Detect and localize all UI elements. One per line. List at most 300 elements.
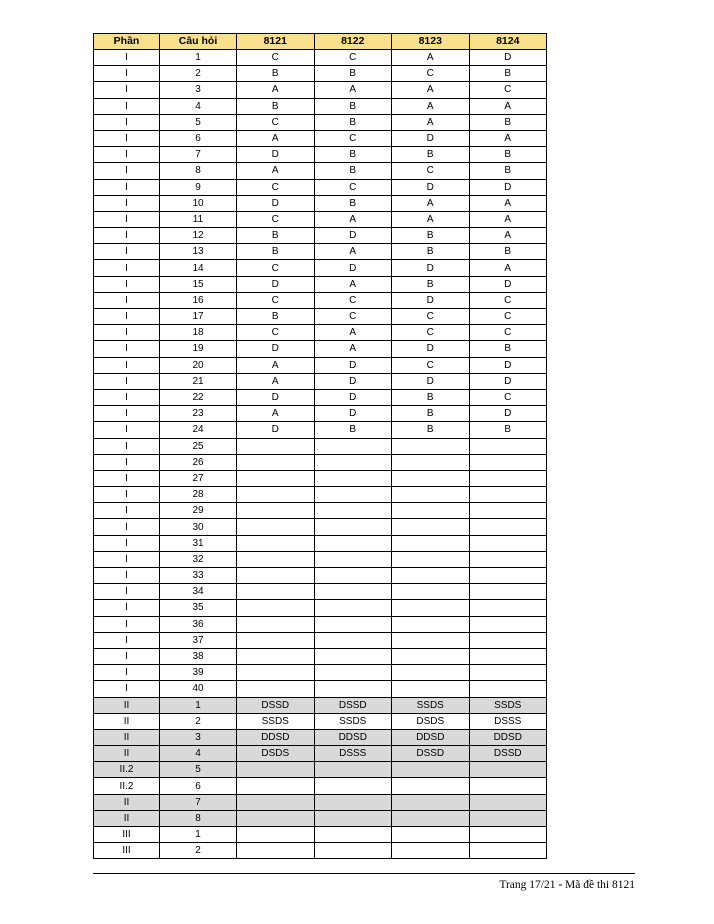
cell-answer: [469, 584, 547, 600]
cell-question: 2: [160, 66, 237, 82]
cell-answer: A: [237, 163, 315, 179]
cell-answer: A: [392, 114, 470, 130]
cell-question: 35: [160, 600, 237, 616]
cell-answer: [469, 810, 547, 826]
cell-answer: B: [392, 147, 470, 163]
cell-answer: A: [392, 195, 470, 211]
cell-answer: D: [469, 406, 547, 422]
cell-answer: A: [392, 98, 470, 114]
cell-answer: B: [314, 163, 392, 179]
cell-answer: C: [392, 357, 470, 373]
cell-answer: [314, 810, 392, 826]
cell-answer: [392, 810, 470, 826]
header-code-4: 8124: [469, 34, 547, 50]
cell-part: I: [94, 147, 160, 163]
header-part: Phần: [94, 34, 160, 50]
cell-part: I: [94, 535, 160, 551]
cell-answer: A: [469, 260, 547, 276]
cell-question: 6: [160, 130, 237, 146]
cell-answer: D: [392, 292, 470, 308]
table-row: [94, 487, 547, 503]
cell-answer: A: [314, 325, 392, 341]
header-code-1: 8121: [237, 34, 315, 50]
table-row: [94, 535, 547, 551]
cell-answer: [469, 503, 547, 519]
table-row: [94, 616, 547, 632]
cell-answer: [469, 648, 547, 664]
cell-question: 40: [160, 681, 237, 697]
cell-part: I: [94, 260, 160, 276]
cell-answer: [314, 762, 392, 778]
cell-answer: B: [392, 389, 470, 405]
cell-answer: [469, 778, 547, 794]
cell-answer: [314, 551, 392, 567]
cell-part: I: [94, 648, 160, 664]
cell-answer: D: [392, 260, 470, 276]
cell-answer: D: [469, 357, 547, 373]
cell-answer: C: [469, 292, 547, 308]
cell-answer: [314, 681, 392, 697]
cell-part: I: [94, 50, 160, 66]
cell-part: II: [94, 697, 160, 713]
cell-answer: [392, 632, 470, 648]
table-row: [94, 292, 547, 308]
cell-part: I: [94, 276, 160, 292]
cell-question: 39: [160, 665, 237, 681]
cell-answer: SSDS: [314, 713, 392, 729]
cell-answer: D: [469, 50, 547, 66]
table-row: [94, 665, 547, 681]
cell-answer: [392, 762, 470, 778]
cell-part: II: [94, 746, 160, 762]
table-row: [94, 163, 547, 179]
cell-part: I: [94, 454, 160, 470]
table-row: [94, 98, 547, 114]
cell-question: 30: [160, 519, 237, 535]
cell-answer: [314, 503, 392, 519]
cell-answer: [392, 648, 470, 664]
cell-answer: D: [469, 179, 547, 195]
cell-part: I: [94, 616, 160, 632]
cell-part: I: [94, 551, 160, 567]
cell-question: 7: [160, 147, 237, 163]
cell-part: I: [94, 325, 160, 341]
cell-part: I: [94, 195, 160, 211]
cell-part: I: [94, 584, 160, 600]
table-row: [94, 762, 547, 778]
cell-answer: DDSD: [237, 729, 315, 745]
cell-question: 3: [160, 82, 237, 98]
cell-question: 4: [160, 98, 237, 114]
cell-answer: C: [314, 309, 392, 325]
cell-answer: [314, 568, 392, 584]
cell-part: I: [94, 309, 160, 325]
cell-answer: [392, 584, 470, 600]
cell-part: I: [94, 130, 160, 146]
cell-answer: C: [237, 325, 315, 341]
cell-answer: D: [237, 276, 315, 292]
table-row: [94, 454, 547, 470]
cell-answer: B: [469, 114, 547, 130]
cell-answer: [392, 487, 470, 503]
cell-part: III: [94, 827, 160, 843]
table-row: [94, 827, 547, 843]
cell-answer: D: [237, 341, 315, 357]
cell-answer: C: [237, 260, 315, 276]
cell-answer: [237, 810, 315, 826]
cell-question: 38: [160, 648, 237, 664]
cell-answer: SSDS: [469, 697, 547, 713]
cell-answer: DDSD: [314, 729, 392, 745]
cell-part: I: [94, 487, 160, 503]
cell-answer: [392, 843, 470, 859]
cell-answer: DSSD: [237, 697, 315, 713]
cell-answer: C: [314, 292, 392, 308]
cell-part: I: [94, 114, 160, 130]
cell-question: 12: [160, 228, 237, 244]
cell-answer: [237, 762, 315, 778]
table-row: [94, 729, 547, 745]
table-row: [94, 211, 547, 227]
cell-answer: DSDS: [392, 713, 470, 729]
cell-answer: A: [237, 373, 315, 389]
cell-answer: [469, 487, 547, 503]
exam-code: Mã đề thi 8121: [565, 879, 635, 891]
cell-answer: [392, 551, 470, 567]
cell-part: I: [94, 292, 160, 308]
table-row: [94, 50, 547, 66]
table-row: [94, 584, 547, 600]
cell-answer: D: [469, 373, 547, 389]
cell-answer: [237, 648, 315, 664]
cell-answer: D: [237, 195, 315, 211]
cell-answer: C: [469, 82, 547, 98]
cell-question: 1: [160, 697, 237, 713]
table-row: [94, 114, 547, 130]
cell-answer: A: [237, 130, 315, 146]
cell-answer: B: [314, 98, 392, 114]
cell-answer: SSDS: [392, 697, 470, 713]
cell-question: 8: [160, 810, 237, 826]
cell-part: I: [94, 632, 160, 648]
cell-part: I: [94, 406, 160, 422]
cell-part: I: [94, 163, 160, 179]
cell-answer: [392, 568, 470, 584]
cell-answer: B: [314, 66, 392, 82]
cell-part: I: [94, 244, 160, 260]
cell-answer: B: [314, 422, 392, 438]
cell-answer: [469, 843, 547, 859]
cell-answer: A: [314, 82, 392, 98]
cell-answer: D: [237, 389, 315, 405]
cell-answer: B: [237, 98, 315, 114]
cell-answer: [469, 600, 547, 616]
cell-answer: [237, 535, 315, 551]
cell-answer: [392, 503, 470, 519]
cell-answer: A: [314, 211, 392, 227]
cell-answer: DSSD: [392, 746, 470, 762]
cell-answer: A: [392, 50, 470, 66]
table-row: [94, 697, 547, 713]
cell-answer: [237, 794, 315, 810]
cell-answer: A: [314, 276, 392, 292]
cell-answer: [237, 584, 315, 600]
cell-answer: B: [392, 228, 470, 244]
cell-answer: [392, 827, 470, 843]
cell-answer: DSSS: [314, 746, 392, 762]
cell-answer: DSSD: [314, 697, 392, 713]
cell-answer: A: [392, 211, 470, 227]
cell-answer: [314, 778, 392, 794]
cell-answer: [392, 665, 470, 681]
cell-answer: B: [237, 66, 315, 82]
table-row: [94, 568, 547, 584]
cell-answer: D: [237, 147, 315, 163]
cell-answer: D: [237, 422, 315, 438]
cell-question: 24: [160, 422, 237, 438]
cell-answer: [237, 470, 315, 486]
answer-key-table: [93, 33, 547, 859]
cell-question: 10: [160, 195, 237, 211]
cell-answer: [314, 454, 392, 470]
cell-answer: C: [469, 389, 547, 405]
cell-part: I: [94, 470, 160, 486]
cell-answer: D: [392, 179, 470, 195]
cell-answer: [469, 568, 547, 584]
cell-answer: [314, 665, 392, 681]
cell-answer: [469, 794, 547, 810]
cell-answer: [392, 778, 470, 794]
cell-question: 25: [160, 438, 237, 454]
cell-answer: [314, 648, 392, 664]
cell-answer: SSDS: [237, 713, 315, 729]
cell-part: I: [94, 211, 160, 227]
table-row: [94, 389, 547, 405]
cell-part: III: [94, 843, 160, 859]
cell-answer: D: [469, 276, 547, 292]
cell-answer: [237, 600, 315, 616]
footer-separator: -: [558, 879, 563, 891]
cell-answer: [392, 438, 470, 454]
table-row: [94, 648, 547, 664]
cell-answer: [314, 519, 392, 535]
cell-answer: B: [469, 422, 547, 438]
cell-answer: [469, 470, 547, 486]
cell-question: 5: [160, 762, 237, 778]
cell-answer: DSSD: [469, 746, 547, 762]
cell-answer: C: [469, 325, 547, 341]
cell-answer: B: [314, 195, 392, 211]
cell-question: 14: [160, 260, 237, 276]
cell-answer: C: [392, 163, 470, 179]
cell-answer: C: [314, 179, 392, 195]
cell-answer: C: [469, 309, 547, 325]
cell-answer: A: [237, 406, 315, 422]
cell-answer: [237, 843, 315, 859]
cell-answer: DSDS: [237, 746, 315, 762]
table-row: [94, 681, 547, 697]
cell-answer: A: [392, 82, 470, 98]
cell-answer: C: [237, 114, 315, 130]
cell-question: 36: [160, 616, 237, 632]
cell-answer: A: [314, 244, 392, 260]
cell-part: I: [94, 600, 160, 616]
cell-answer: D: [314, 373, 392, 389]
table-header-row: [94, 34, 547, 50]
table-row: [94, 600, 547, 616]
cell-answer: [469, 827, 547, 843]
table-row: [94, 260, 547, 276]
cell-answer: D: [314, 389, 392, 405]
table-row: [94, 794, 547, 810]
cell-question: 2: [160, 713, 237, 729]
cell-question: 5: [160, 114, 237, 130]
cell-question: 17: [160, 309, 237, 325]
cell-answer: [469, 681, 547, 697]
cell-question: 26: [160, 454, 237, 470]
cell-answer: A: [469, 211, 547, 227]
cell-answer: [314, 616, 392, 632]
table-row: [94, 228, 547, 244]
cell-answer: [237, 551, 315, 567]
cell-answer: B: [469, 244, 547, 260]
cell-answer: [469, 665, 547, 681]
cell-answer: [314, 470, 392, 486]
cell-answer: D: [314, 228, 392, 244]
header-code-2: 8122: [314, 34, 392, 50]
answer-key-table-container: [93, 33, 546, 859]
cell-answer: [392, 616, 470, 632]
cell-answer: B: [469, 66, 547, 82]
cell-question: 1: [160, 50, 237, 66]
cell-answer: C: [237, 211, 315, 227]
cell-answer: B: [392, 244, 470, 260]
cell-answer: [237, 568, 315, 584]
header-question: Câu hỏi: [160, 34, 237, 50]
cell-answer: B: [469, 147, 547, 163]
cell-question: 1: [160, 827, 237, 843]
cell-answer: [469, 762, 547, 778]
table-row: [94, 244, 547, 260]
cell-answer: D: [314, 260, 392, 276]
table-row: [94, 66, 547, 82]
table-row: [94, 713, 547, 729]
cell-part: I: [94, 373, 160, 389]
cell-question: 13: [160, 244, 237, 260]
cell-answer: [392, 535, 470, 551]
table-row: [94, 82, 547, 98]
table-row: [94, 632, 547, 648]
cell-part: I: [94, 389, 160, 405]
cell-answer: D: [314, 406, 392, 422]
cell-part: I: [94, 665, 160, 681]
cell-answer: B: [392, 276, 470, 292]
cell-answer: [314, 794, 392, 810]
cell-question: 4: [160, 746, 237, 762]
cell-part: I: [94, 66, 160, 82]
cell-answer: DDSD: [392, 729, 470, 745]
cell-question: 32: [160, 551, 237, 567]
cell-answer: B: [314, 147, 392, 163]
cell-answer: B: [314, 114, 392, 130]
cell-question: 21: [160, 373, 237, 389]
cell-answer: [314, 438, 392, 454]
cell-answer: [237, 827, 315, 843]
cell-question: 29: [160, 503, 237, 519]
cell-answer: [469, 519, 547, 535]
cell-answer: C: [314, 50, 392, 66]
cell-answer: DSSS: [469, 713, 547, 729]
table-row: [94, 130, 547, 146]
table-row: [94, 406, 547, 422]
cell-answer: [237, 778, 315, 794]
cell-answer: B: [392, 406, 470, 422]
footer-rule: [93, 873, 635, 874]
cell-answer: [392, 470, 470, 486]
cell-answer: [237, 454, 315, 470]
cell-question: 7: [160, 794, 237, 810]
cell-part: I: [94, 82, 160, 98]
table-row: [94, 551, 547, 567]
table-row: [94, 341, 547, 357]
cell-answer: A: [469, 195, 547, 211]
cell-question: 11: [160, 211, 237, 227]
table-row: [94, 276, 547, 292]
cell-answer: [314, 535, 392, 551]
cell-part: II: [94, 794, 160, 810]
cell-part: I: [94, 98, 160, 114]
table-row: [94, 503, 547, 519]
cell-answer: B: [237, 244, 315, 260]
cell-question: 22: [160, 389, 237, 405]
table-row: [94, 843, 547, 859]
cell-question: 18: [160, 325, 237, 341]
cell-answer: [237, 681, 315, 697]
cell-answer: [237, 503, 315, 519]
table-row: [94, 810, 547, 826]
cell-part: I: [94, 438, 160, 454]
table-row: [94, 147, 547, 163]
cell-answer: B: [237, 228, 315, 244]
cell-part: I: [94, 519, 160, 535]
cell-answer: D: [314, 357, 392, 373]
cell-answer: [392, 519, 470, 535]
cell-answer: [392, 454, 470, 470]
header-code-3: 8123: [392, 34, 470, 50]
cell-answer: D: [392, 130, 470, 146]
cell-answer: C: [392, 309, 470, 325]
cell-question: 9: [160, 179, 237, 195]
table-row: [94, 357, 547, 373]
cell-answer: C: [237, 50, 315, 66]
cell-question: 31: [160, 535, 237, 551]
table-row: [94, 179, 547, 195]
table-row: [94, 519, 547, 535]
cell-part: II.2: [94, 762, 160, 778]
cell-answer: [469, 551, 547, 567]
cell-question: 20: [160, 357, 237, 373]
cell-part: I: [94, 179, 160, 195]
cell-answer: [237, 487, 315, 503]
cell-answer: [237, 519, 315, 535]
table-row: [94, 470, 547, 486]
cell-question: 2: [160, 843, 237, 859]
cell-answer: [314, 827, 392, 843]
page-footer: [499, 879, 635, 891]
cell-part: II: [94, 810, 160, 826]
cell-answer: B: [392, 422, 470, 438]
cell-answer: D: [392, 341, 470, 357]
